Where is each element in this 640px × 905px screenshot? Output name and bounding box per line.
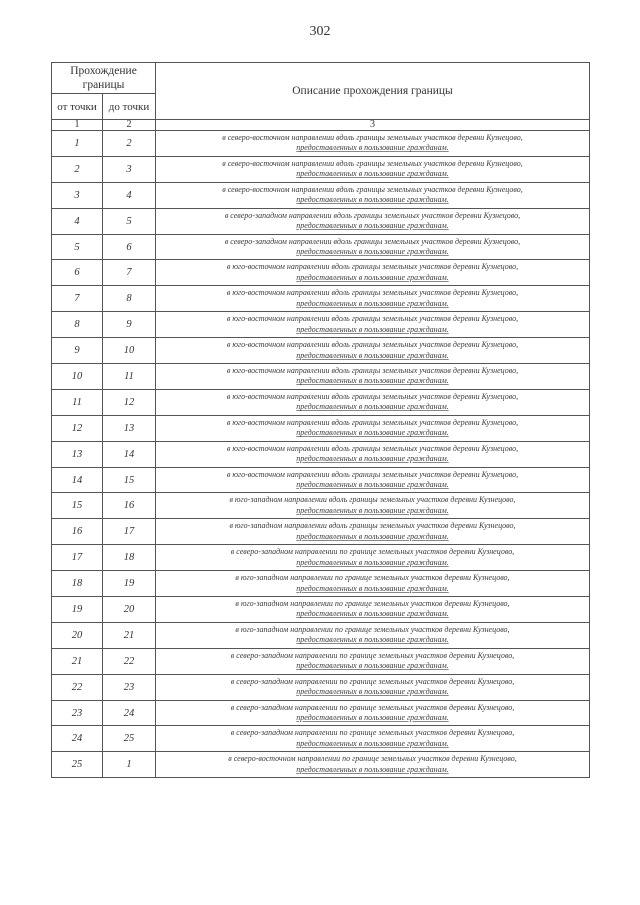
header-from-point: от точки	[52, 94, 103, 120]
from-point-cell: 10	[52, 364, 103, 390]
boundary-table	[51, 62, 590, 778]
table-row	[52, 571, 590, 597]
description-line-2: предоставленных в пользование гражданам.	[296, 557, 449, 567]
to-point-cell: 15	[103, 467, 156, 493]
from-point-cell: 25	[52, 752, 103, 778]
description-line-2: предоставленных в пользование гражданам.	[296, 583, 449, 593]
table-row	[52, 726, 590, 752]
to-point-cell: 9	[103, 312, 156, 338]
description-cell	[156, 415, 590, 441]
from-point-cell: 12	[52, 415, 103, 441]
description-cell	[156, 312, 590, 338]
description-cell	[156, 545, 590, 571]
to-point-cell: 16	[103, 493, 156, 519]
to-point-cell: 22	[103, 648, 156, 674]
description-cell	[156, 389, 590, 415]
from-point-cell: 8	[52, 312, 103, 338]
description-cell	[156, 674, 590, 700]
description-line-2: предоставленных в пользование гражданам.	[296, 402, 449, 412]
description-line-1: в юго-западном направлении вдоль границы земельных участков деревни Кузнецово,	[229, 521, 516, 531]
to-point-cell: 1	[103, 752, 156, 778]
from-point-cell: 2	[52, 156, 103, 182]
description-line-1: в северо-западном направлении по границе земельных участков деревни Кузнецово,	[230, 650, 515, 660]
description-line-1: в юго-восточном направлении вдоль границы земельных участков деревни Кузнецово,	[226, 391, 519, 401]
to-point-cell: 19	[103, 571, 156, 597]
from-point-cell: 16	[52, 519, 103, 545]
table-row	[52, 493, 590, 519]
description-line-2: предоставленных в пользование гражданам.	[296, 713, 449, 723]
description-line-2: предоставленных в пользование гражданам.	[296, 169, 449, 179]
from-point-cell: 24	[52, 726, 103, 752]
from-point-cell: 21	[52, 648, 103, 674]
description-cell	[156, 597, 590, 623]
table-row	[52, 597, 590, 623]
from-point-cell: 7	[52, 286, 103, 312]
description-line-1: в юго-восточном направлении вдоль границы земельных участков деревни Кузнецово,	[226, 262, 519, 272]
description-line-1: в юго-восточном направлении вдоль границы земельных участков деревни Кузнецово,	[226, 340, 519, 350]
description-line-1: в юго-восточном направлении вдоль границы земельных участков деревни Кузнецово,	[226, 469, 519, 479]
description-line-2: предоставленных в пользование гражданам.	[296, 480, 449, 490]
description-line-2: предоставленных в пользование гражданам.	[296, 764, 449, 774]
from-point-cell: 19	[52, 597, 103, 623]
table-row	[52, 674, 590, 700]
description-line-2: предоставленных в пользование гражданам.	[296, 376, 449, 386]
description-line-2: предоставленных в пользование гражданам.	[296, 661, 449, 671]
table-row	[52, 338, 590, 364]
description-cell	[156, 493, 590, 519]
description-line-1: в северо-восточном направлении вдоль границы земельных участков деревни Кузнецово,	[222, 184, 523, 194]
description-line-1: в юго-восточном направлении вдоль границы земельных участков деревни Кузнецово,	[226, 365, 519, 375]
description-line-2: предоставленных в пользование гражданам.	[296, 687, 449, 697]
description-line-2: предоставленных в пользование гражданам.	[296, 195, 449, 205]
table-row	[52, 648, 590, 674]
table-row	[52, 622, 590, 648]
to-point-cell: 3	[103, 156, 156, 182]
table-row	[52, 415, 590, 441]
description-line-2: предоставленных в пользование гражданам.	[296, 505, 449, 515]
header-col-number: 3	[156, 120, 590, 131]
table-row	[52, 752, 590, 778]
description-line-2: предоставленных в пользование гражданам.	[296, 531, 449, 541]
from-point-cell: 5	[52, 234, 103, 260]
header-col-number: 1	[52, 120, 103, 131]
from-point-cell: 3	[52, 182, 103, 208]
description-cell	[156, 364, 590, 390]
to-point-cell: 20	[103, 597, 156, 623]
description-cell	[156, 338, 590, 364]
table-row	[52, 260, 590, 286]
to-point-cell: 18	[103, 545, 156, 571]
description-line-1: в юго-западном направлении вдоль границы земельных участков деревни Кузнецово,	[229, 495, 516, 505]
table-row	[52, 364, 590, 390]
table-row	[52, 312, 590, 338]
from-point-cell: 9	[52, 338, 103, 364]
description-line-1: в северо-западном направлении вдоль границы земельных участков деревни Кузнецово,	[224, 236, 521, 246]
description-cell	[156, 260, 590, 286]
description-cell	[156, 622, 590, 648]
table-row	[52, 441, 590, 467]
description-line-1: в северо-западном направлении вдоль границы земельных участков деревни Кузнецово,	[224, 210, 521, 220]
to-point-cell: 23	[103, 674, 156, 700]
description-line-2: предоставленных в пользование гражданам.	[296, 428, 449, 438]
table-row	[52, 234, 590, 260]
description-line-1: в юго-восточном направлении вдоль границы земельных участков деревни Кузнецово,	[226, 443, 519, 453]
description-line-1: в северо-западном направлении по границе земельных участков деревни Кузнецово,	[230, 547, 515, 557]
header-to-point: до точки	[103, 94, 156, 120]
to-point-cell: 10	[103, 338, 156, 364]
description-line-2: предоставленных в пользование гражданам.	[296, 298, 449, 308]
from-point-cell: 23	[52, 700, 103, 726]
to-point-cell: 17	[103, 519, 156, 545]
table-row	[52, 208, 590, 234]
page-number: 302	[309, 24, 331, 39]
to-point-cell: 8	[103, 286, 156, 312]
table-row	[52, 519, 590, 545]
from-point-cell: 20	[52, 622, 103, 648]
to-point-cell: 14	[103, 441, 156, 467]
description-line-2: предоставленных в пользование гражданам.	[296, 143, 449, 153]
description-line-1: в северо-западном направлении по границе земельных участков деревни Кузнецово,	[230, 676, 515, 686]
from-point-cell: 14	[52, 467, 103, 493]
from-point-cell: 1	[52, 131, 103, 157]
description-line-1: в юго-западном направлении по границе земельных участков деревни Кузнецово,	[235, 598, 510, 608]
description-cell	[156, 131, 590, 157]
to-point-cell: 13	[103, 415, 156, 441]
to-point-cell: 6	[103, 234, 156, 260]
from-point-cell: 13	[52, 441, 103, 467]
description-cell	[156, 156, 590, 182]
table-row	[52, 156, 590, 182]
description-cell	[156, 519, 590, 545]
table-row	[52, 182, 590, 208]
description-line-1: в юго-западном направлении по границе земельных участков деревни Кузнецово,	[235, 573, 510, 583]
from-point-cell: 15	[52, 493, 103, 519]
table-header	[52, 63, 590, 131]
description-line-1: в юго-восточном направлении вдоль границы земельных участков деревни Кузнецово,	[226, 288, 519, 298]
from-point-cell: 22	[52, 674, 103, 700]
description-cell	[156, 208, 590, 234]
description-cell	[156, 726, 590, 752]
description-line-1: в северо-восточном направлении вдоль границы земельных участков деревни Кузнецово,	[222, 158, 523, 168]
description-cell	[156, 752, 590, 778]
description-cell	[156, 571, 590, 597]
description-line-2: предоставленных в пользование гражданам.	[296, 350, 449, 360]
description-line-2: предоставленных в пользование гражданам.	[296, 738, 449, 748]
to-point-cell: 21	[103, 622, 156, 648]
description-line-2: предоставленных в пользование гражданам.	[296, 454, 449, 464]
from-point-cell: 11	[52, 389, 103, 415]
description-line-1: в северо-восточном направлении вдоль границы земельных участков деревни Кузнецово,	[222, 132, 523, 142]
from-point-cell: 18	[52, 571, 103, 597]
description-cell	[156, 648, 590, 674]
table-row	[52, 131, 590, 157]
description-cell	[156, 286, 590, 312]
description-line-2: предоставленных в пользование гражданам.	[296, 272, 449, 282]
description-line-2: предоставленных в пользование гражданам.	[296, 609, 449, 619]
table-row	[52, 545, 590, 571]
table-row	[52, 286, 590, 312]
description-line-1: в северо-западном направлении по границе земельных участков деревни Кузнецово,	[230, 702, 515, 712]
to-point-cell: 11	[103, 364, 156, 390]
description-line-2: предоставленных в пользование гражданам.	[296, 247, 449, 256]
description-line-1: в северо-восточном направлении по границе земельных участков деревни Кузнецово,	[228, 754, 517, 764]
description-line-1: в юго-восточном направлении вдоль границы земельных участков деревни Кузнецово,	[226, 417, 519, 427]
description-line-2: предоставленных в пользование гражданам.	[296, 221, 449, 231]
from-point-cell: 6	[52, 260, 103, 286]
from-point-cell: 17	[52, 545, 103, 571]
description-cell	[156, 182, 590, 208]
to-point-cell: 12	[103, 389, 156, 415]
header-boundary-passage: Прохождение границы	[52, 63, 156, 94]
from-point-cell: 4	[52, 208, 103, 234]
description-line-2: предоставленных в пользование гражданам.	[296, 324, 449, 334]
table-row	[52, 389, 590, 415]
to-point-cell: 5	[103, 208, 156, 234]
description-cell	[156, 234, 590, 260]
description-cell	[156, 467, 590, 493]
description-cell	[156, 700, 590, 726]
table-body	[52, 131, 590, 778]
description-cell	[156, 441, 590, 467]
to-point-cell: 7	[103, 260, 156, 286]
to-point-cell: 2	[103, 131, 156, 157]
header-col-number: 2	[103, 120, 156, 131]
table-row	[52, 467, 590, 493]
description-line-1: в юго-западном направлении по границе земельных участков деревни Кузнецово,	[235, 624, 510, 634]
to-point-cell: 24	[103, 700, 156, 726]
description-line-1: в юго-восточном направлении вдоль границы земельных участков деревни Кузнецово,	[226, 314, 519, 324]
description-line-2: предоставленных в пользование гражданам.	[296, 635, 449, 645]
description-line-1: в северо-западном направлении по границе земельных участков деревни Кузнецово,	[230, 728, 515, 738]
header-description: Описание прохождения границы	[156, 63, 590, 120]
to-point-cell: 4	[103, 182, 156, 208]
table-row	[52, 700, 590, 726]
to-point-cell: 25	[103, 726, 156, 752]
